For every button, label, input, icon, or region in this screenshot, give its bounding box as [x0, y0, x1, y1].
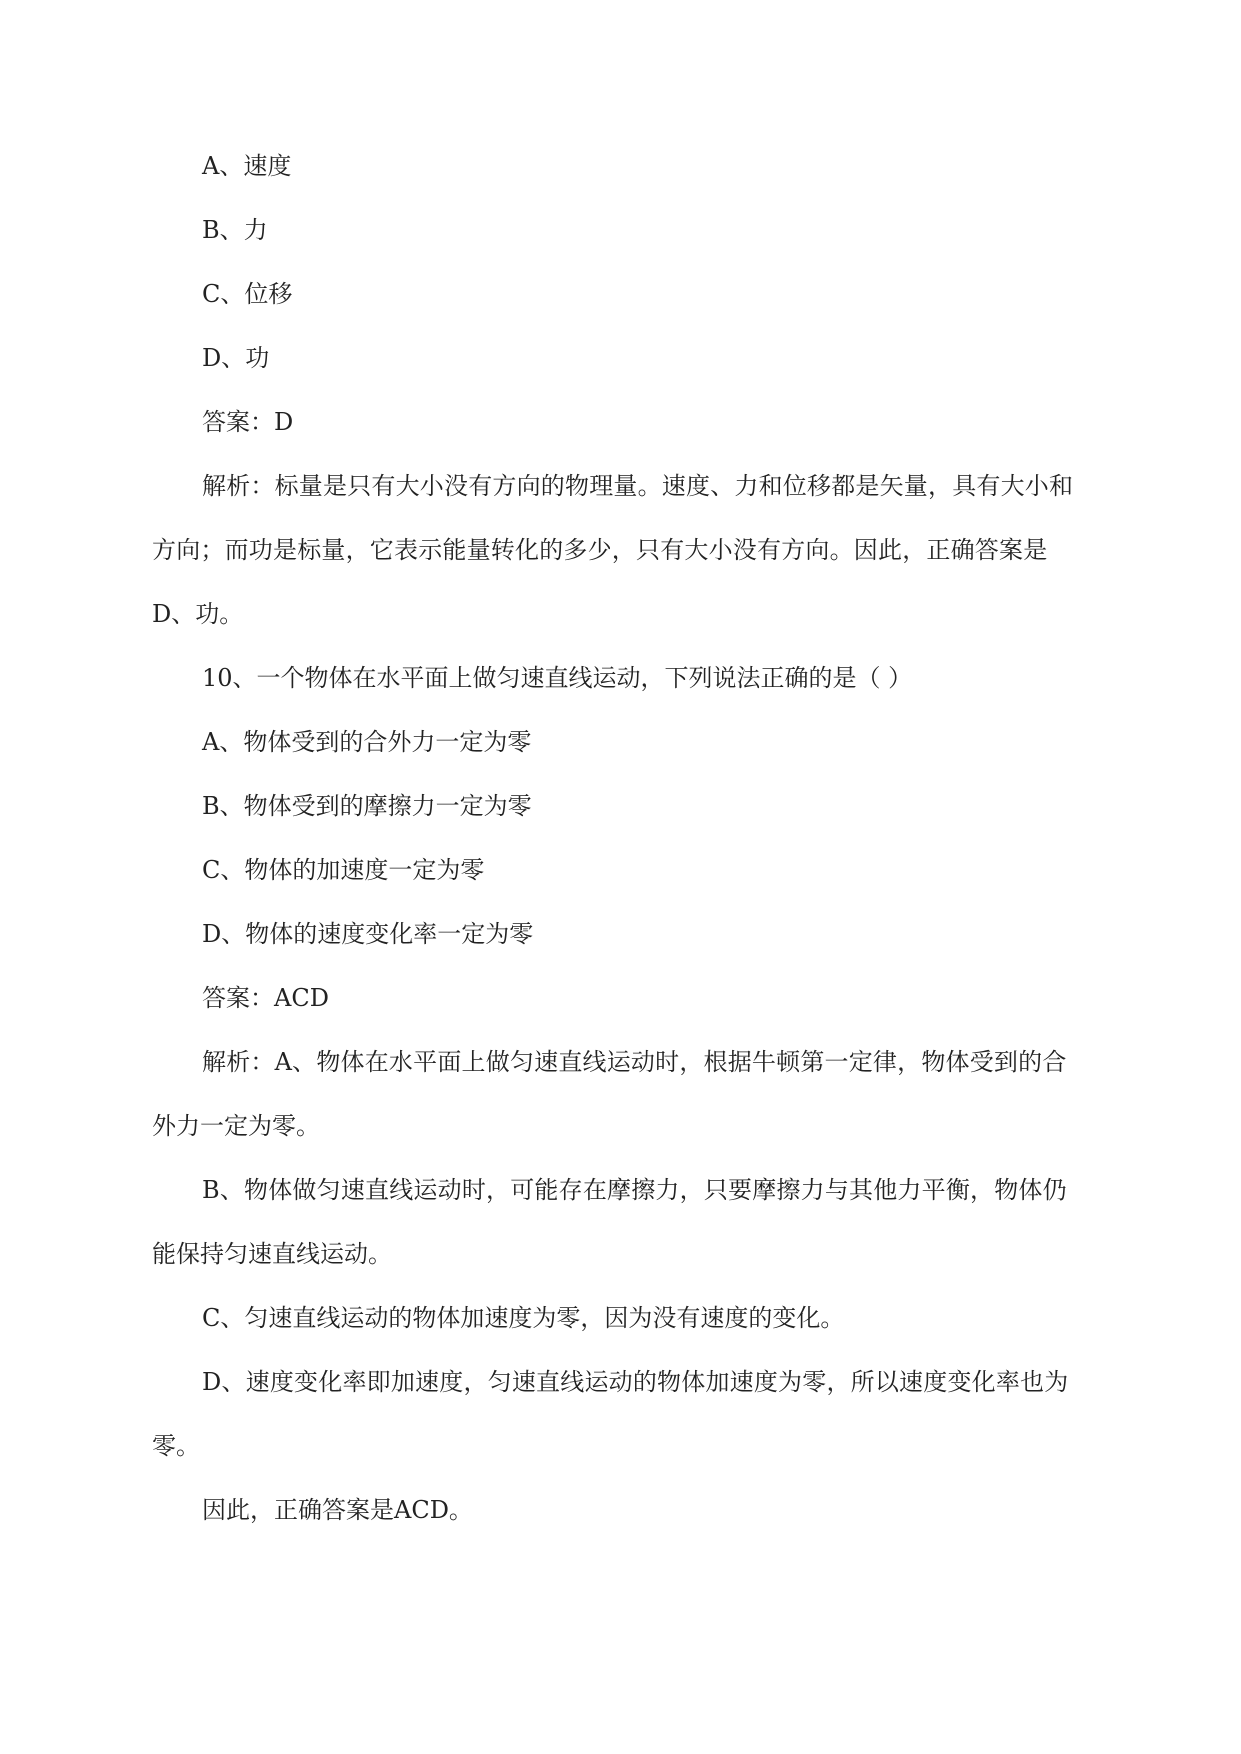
q10-option-d: D、物体的速度变化率一定为零: [202, 920, 534, 948]
q9-analysis-line-2: 方向；而功是标量，它表示能量转化的多少，只有大小没有方向。因此，正确答案是: [152, 536, 1048, 564]
q9-option-c: C、位移: [202, 280, 293, 308]
q9-analysis-line-3: D、功。: [152, 600, 244, 628]
q10-question: 10、一个物体在水平面上做匀速直线运动，下列说法正确的是（ ）: [202, 664, 913, 692]
q10-analysis-line-1: 解析：A、物体在水平面上做匀速直线运动时，根据牛顿第一定律，物体受到的合: [202, 1048, 1067, 1076]
q10-analysis-line-4: 能保持匀速直线运动。: [152, 1240, 392, 1268]
q10-analysis-line-2: 外力一定为零。: [152, 1112, 320, 1140]
q9-answer: 答案：D: [202, 408, 294, 436]
q10-option-c: C、物体的加速度一定为零: [202, 856, 485, 884]
q9-analysis-line-1: 解析：标量是只有大小没有方向的物理量。速度、力和位移都是矢量，具有大小和: [202, 472, 1074, 500]
q9-option-a: A、速度: [202, 152, 292, 180]
q10-option-b: B、物体受到的摩擦力一定为零: [202, 792, 532, 820]
q9-option-d: D、功: [202, 344, 270, 372]
q10-analysis-line-6: D、速度变化率即加速度，匀速直线运动的物体加速度为零，所以速度变化率也为: [202, 1368, 1069, 1396]
q10-conclusion: 因此，正确答案是ACD。: [202, 1496, 473, 1524]
q10-analysis-line-5: C、匀速直线运动的物体加速度为零，因为没有速度的变化。: [202, 1304, 845, 1332]
q10-answer: 答案：ACD: [202, 984, 329, 1012]
q10-option-a: A、物体受到的合外力一定为零: [202, 728, 532, 756]
q10-analysis-line-3: B、物体做匀速直线运动时，可能存在摩擦力，只要摩擦力与其他力平衡，物体仍: [202, 1176, 1067, 1204]
q9-option-b: B、力: [202, 216, 268, 244]
q10-analysis-line-7: 零。: [152, 1432, 200, 1460]
